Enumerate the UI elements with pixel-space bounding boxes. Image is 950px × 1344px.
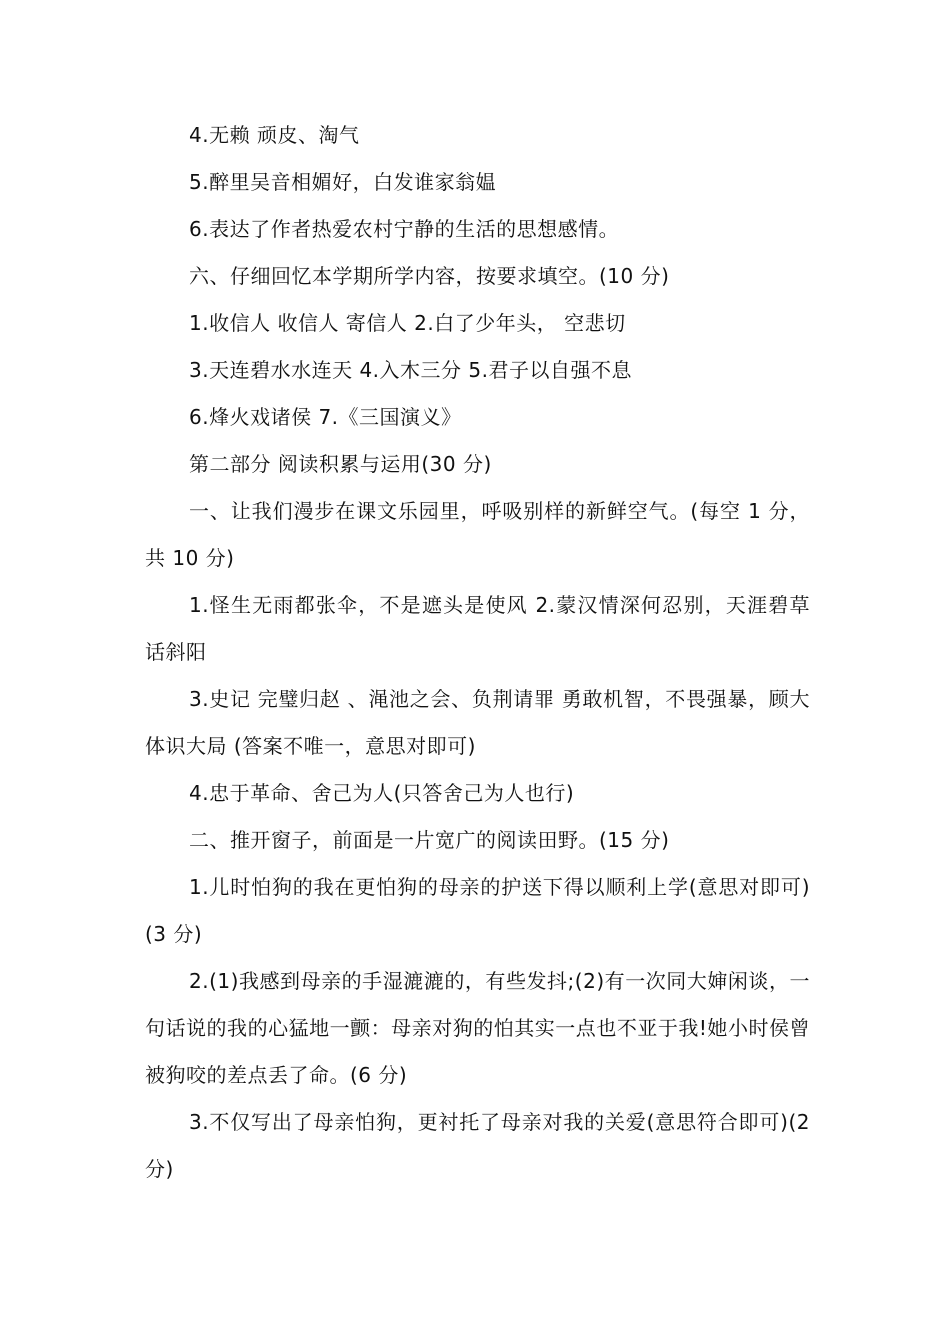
reading-answer-4: 4.忠于革命、舍己为人(只答舍己为人也行)	[189, 781, 575, 805]
answer-line-fill-6: 6.烽火戏诸侯 7.《三国演义》	[189, 405, 462, 429]
section-heading-two: 二、推开窗子，前面是一片宽广的阅读田野。(15 分)	[189, 828, 670, 852]
answer-line-4: 4.无赖 顽皮、淘气	[189, 123, 360, 147]
document-body	[145, 112, 810, 1193]
answer-line-5: 5.醉里吴音相媚好，白发谁家翁媪	[189, 170, 497, 194]
reading-answer-1: 1.怪生无雨都张伞，不是遮头是使风 2.蒙汉情深何忍别，天涯碧草话斜阳	[145, 593, 810, 664]
section-heading-six: 六、仔细回忆本学期所学内容，按要求填空。(10 分)	[189, 264, 670, 288]
answer-line-fill-1: 1.收信人 收信人 寄信人 2.白了少年头， 空悲切	[189, 311, 626, 335]
field-answer-3: 3.不仅写出了母亲怕狗，更衬托了母亲对我的关爱(意思符合即可)(2 分)	[145, 1110, 810, 1181]
answer-line-fill-3: 3.天连碧水水连天 4.入木三分 5.君子以自强不息	[189, 358, 632, 382]
field-answer-1: 1.儿时怕狗的我在更怕狗的母亲的护送下得以顺利上学(意思对即可)(3 分)	[145, 875, 810, 946]
answer-line-6: 6.表达了作者热爱农村宁静的生活的思想感情。	[189, 217, 620, 241]
field-answer-2: 2.(1)我感到母亲的手湿漉漉的，有些发抖;(2)有一次同大婶闲谈，一句话说的我的心猛地一颤：母亲对狗的怕其实一点也不亚于我!她小时侯曾被狗咬的差点丢了命。(6 分)	[145, 969, 810, 1087]
section-heading-one: 一、让我们漫步在课文乐园里，呼吸别样的新鲜空气。(每空 1 分，共 10 分)	[145, 499, 810, 570]
reading-answer-3: 3.史记 完璧归赵 、渑池之会、负荆请罪 勇敢机智，不畏强暴，顾大体识大局 (答案不唯一，意思对即可)	[145, 687, 810, 758]
part-two-heading: 第二部分 阅读积累与运用(30 分)	[189, 452, 492, 476]
